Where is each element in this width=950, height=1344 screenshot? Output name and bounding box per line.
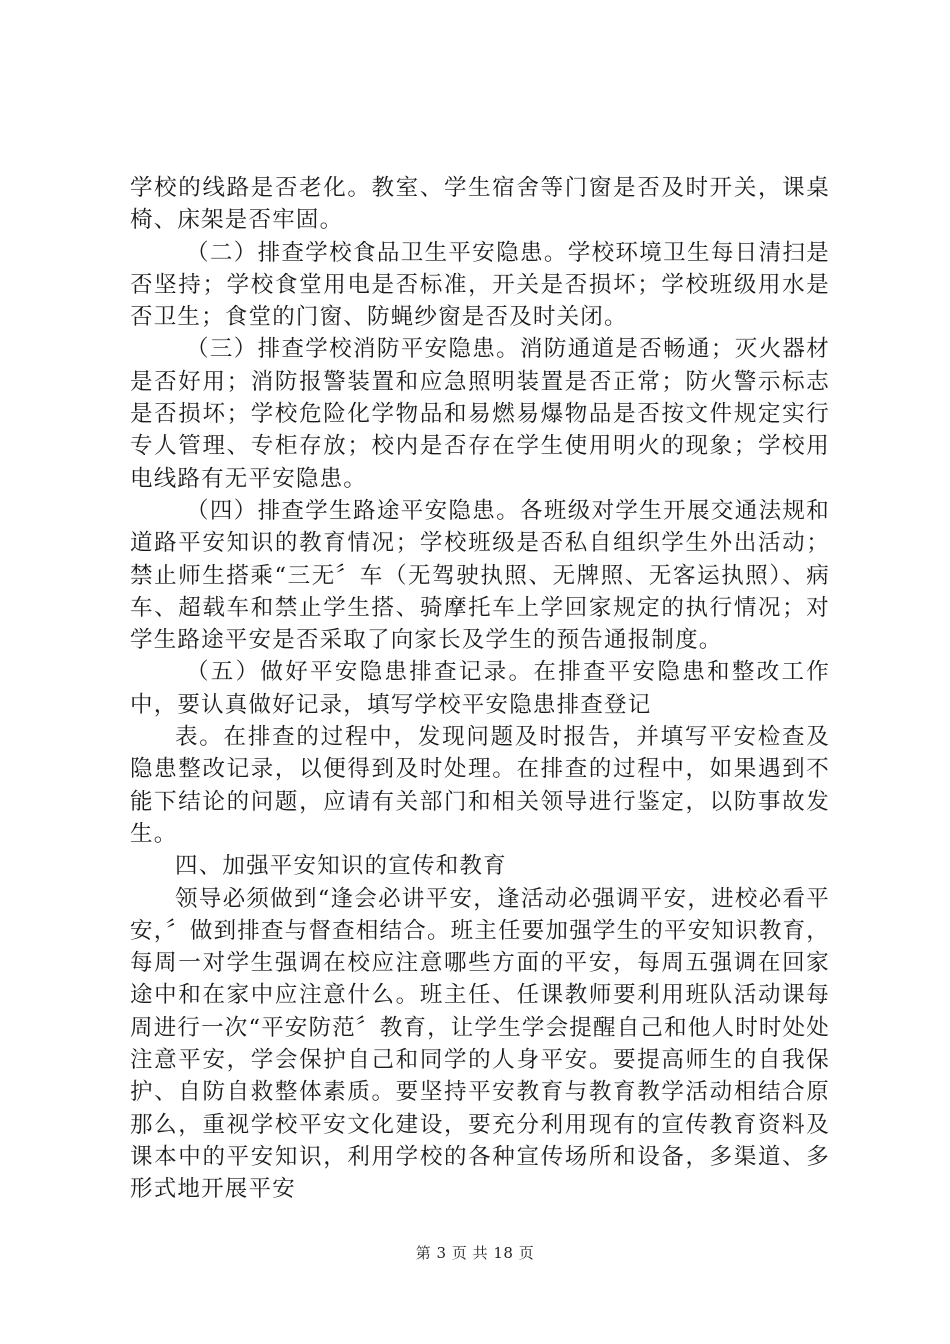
document-body xyxy=(130,172,830,1206)
page-footer xyxy=(0,1243,950,1263)
paragraph-2: （二）排查学校食品卫生平安隐患。学校环境卫生每日清扫是否坚持；学校食堂用电是否标准，开关是否损坏；学校班级用水是否卫生；食堂的门窗、防蝇纱窗是否及时关闭。 xyxy=(130,239,830,331)
paragraph-1: 学校的线路是否老化。教室、学生宿舍等门窗是否及时开关，课桌椅、床架是否牢固。 xyxy=(130,175,830,234)
page-number: 第 3 页 共 18 页 xyxy=(415,1244,535,1262)
section-heading: 四、加强平安知识的宣传和教育 xyxy=(175,853,507,880)
paragraph-4: （四）排查学生路途平安隐患。各班级对学生开展交通法规和道路平安知识的教育情况；学校班级是否私自组织学生外出活动；禁止师生搭乘“三无〞车（无驾驶执照、无牌照、无客运执照）、病车、超载车和禁止学生搭、骑摩托车上学回家规定的执行情况；对学生路途平安是否采取了向家长及学生的预告通报制度。 xyxy=(130,497,830,654)
paragraph-5: （五）做好平安隐患排查记录。在排查平安隐患和整改工作中，要认真做好记录，填写学校平安隐患排查登记 xyxy=(130,659,830,718)
paragraph-7: 领导必须做到“逢会必讲平安，逢活动必强调平安，进校必看平安，〞做到排查与督查相结合。班主任要加强学生的平安知识教育，每周一对学生强调在校应注意哪些方面的平安，每周五强调在回家途中和在家中应注意什么。班主任、任课教师要利用班队活动课每周进行一次“平安防范〞教育，让学生学会提醒自己和他人时时处处注意平安，学会保护自己和同学的人身平安。要提高师生的自我保护、自防自救整体素质。要坚持平安教育与教育教学活动相结合原那么，重视学校平安文化建设，要充分利用现有的宣传教育资料及课本中的平安知识，利用学校的各种宣传场所和设备，多渠道、多形式地开展平安 xyxy=(130,885,831,1203)
paragraph-6: 表。在排查的过程中，发现问题及时报告，并填写平安检查及隐患整改记录，以便得到及时处理。在排查的过程中，如果遇到不能下结论的问题，应请有关部门和相关领导进行鉴定，以防事故发生。 xyxy=(130,724,830,847)
paragraph-3: （三）排查学校消防平安隐患。消防通道是否畅通；灭火器材是否好用；消防报警装置和应急照明装置是否正常；防火警示标志是否损坏；学校危险化学物品和易燃易爆物品是否按文件规定实行专人管理、专柜存放；校内是否存在学生使用明火的现象；学校用电线路有无平安隐患。 xyxy=(130,336,830,492)
